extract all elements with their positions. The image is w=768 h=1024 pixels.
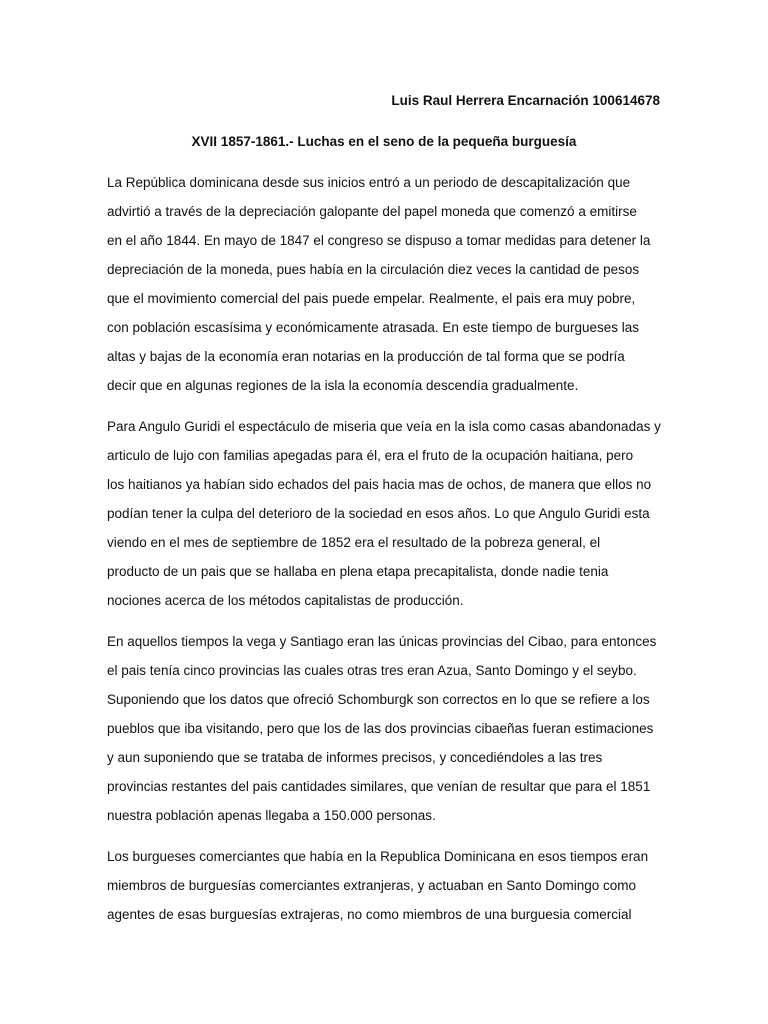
- text-line: En aquellos tiempos la vega y Santiago eran las únicas provincias del Cibao, para entonces: [107, 634, 657, 649]
- text-line: advirtió a través de la depreciación galopante del papel moneda que comenzó a emitirse: [107, 204, 637, 219]
- text-line: La República dominicana desde sus inicios entró a un periodo de descapitalización que: [107, 175, 631, 190]
- text-line: producto de un pais que se hallaba en plena etapa precapitalista, donde nadie tenia: [107, 564, 609, 579]
- text-line: podían tener la culpa del deterioro de la sociedad en esos años. Lo que Angulo Guridi esta: [107, 506, 650, 521]
- text-line: nociones acerca de los métodos capitalistas de producción.: [107, 593, 464, 608]
- text-line: agentes de esas burguesías extrajeras, no como miembros de una burguesia comercial: [107, 907, 632, 922]
- text-line: nuestra población apenas llegaba a 150.000 personas.: [107, 808, 436, 823]
- document-title: XVII 1857-1861.- Luchas en el seno de la pequeña burguesía: [191, 134, 577, 149]
- text-line: Suponiendo que los datos que ofreció Schomburgk son correctos en lo que se refiere a los: [107, 692, 650, 707]
- text-line: y aun suponiendo que se trataba de informes precisos, y concediéndoles a las tres: [107, 750, 603, 765]
- text-line: Los burgueses comerciantes que había en la Republica Dominicana en esos tiempos eran: [107, 849, 649, 864]
- text-line: pueblos que iba visitando, pero que los de las dos provincias cibaeñas fueran estimaciones: [107, 721, 654, 736]
- text-line: decir que en algunas regiones de la isla la economía descendía gradualmente.: [107, 378, 579, 393]
- document-body: [107, 168, 665, 941]
- text-line: articulo de lujo con familias apegadas para él, era el fruto de la ocupación haitiana, pero: [107, 448, 634, 463]
- text-line: que el movimiento comercial del pais puede empelar. Realmente, el pais era muy pobre,: [107, 291, 636, 306]
- text-line: con población escasísima y económicamente atrasada. En este tiempo de burgueses las: [107, 320, 640, 335]
- text-line: miembros de burguesías comerciantes extranjeras, y actuaban en Santo Domingo como: [107, 878, 637, 893]
- text-line: altas y bajas de la economía eran notarias en la producción de tal forma que se podría: [107, 349, 625, 364]
- text-line: los haitianos ya habían sido echados del pais hacia mas de ochos, de manera que ellos no: [107, 477, 652, 492]
- author-line: Luis Raul Herrera Encarnación 100614678: [391, 93, 660, 108]
- text-line: provincias restantes del pais cantidades similares, que venían de resultar que para el 1851: [107, 779, 651, 794]
- paragraph-1: [107, 168, 665, 400]
- text-line: el pais tenía cinco provincias las cuales otras tres eran Azua, Santo Domingo y el seybo.: [107, 663, 637, 678]
- paragraph-3: [107, 627, 665, 830]
- text-line: en el año 1844. En mayo de 1847 el congreso se dispuso a tomar medidas para detener la: [107, 233, 651, 248]
- paragraph-4: [107, 842, 665, 929]
- text-line: Para Angulo Guridi el espectáculo de miseria que veía en la isla como casas abandonadas y: [107, 419, 661, 434]
- text-line: viendo en el mes de septiembre de 1852 era el resultado de la pobreza general, el: [107, 535, 601, 550]
- paragraph-2: [107, 412, 665, 615]
- text-line: depreciación de la moneda, pues había en la circulación diez veces la cantidad de pesos: [107, 262, 640, 277]
